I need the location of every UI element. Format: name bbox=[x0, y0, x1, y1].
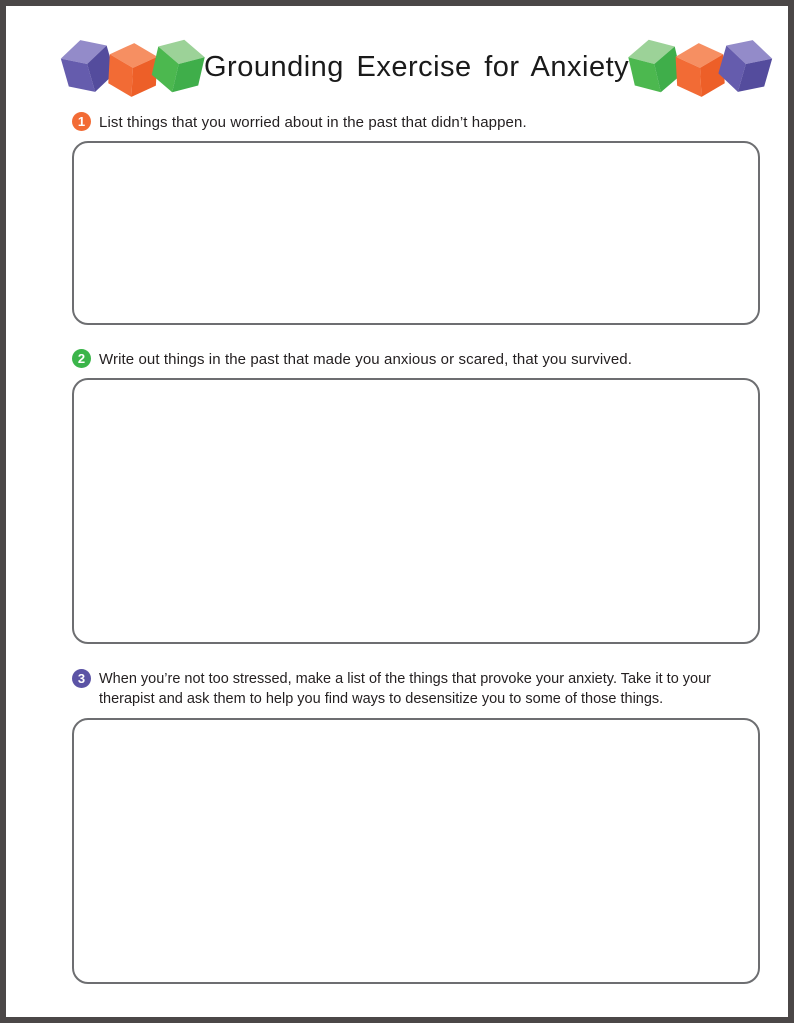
header bbox=[62, 34, 770, 100]
answer-box-2[interactable] bbox=[72, 378, 760, 644]
prompt-1-text: List things that you worried about in the past that didn’t happen. bbox=[99, 114, 527, 131]
section-1 bbox=[72, 112, 760, 325]
prompt-3-number: 3 bbox=[77, 671, 86, 686]
cube-green-icon bbox=[146, 33, 210, 101]
prompt-2 bbox=[72, 349, 760, 369]
right-cubes bbox=[629, 38, 771, 96]
page-title: Grounding Exercise for Anxiety bbox=[204, 50, 630, 83]
prompt-1-number: 1 bbox=[77, 114, 86, 129]
section-2 bbox=[72, 349, 760, 644]
section-3 bbox=[72, 669, 760, 984]
prompt-3-text: When you’re not too stressed, make a list of the things that provoke your anxiety. Take it to your therapist and ask them to help you find ways to desensitize you to some of those things. bbox=[99, 671, 712, 707]
prompt-3 bbox=[72, 669, 760, 709]
prompt-1-number-badge bbox=[72, 112, 91, 131]
answer-box-1[interactable] bbox=[72, 141, 760, 325]
answer-box-3[interactable] bbox=[72, 718, 760, 984]
left-cubes bbox=[62, 38, 204, 96]
prompt-3-number-badge bbox=[72, 669, 91, 688]
prompt-1 bbox=[72, 112, 760, 132]
prompt-2-text: Write out things in the past that made you anxious or scared, that you survived. bbox=[99, 351, 633, 368]
prompt-2-number: 2 bbox=[77, 351, 86, 366]
prompt-2-number-badge bbox=[72, 349, 91, 368]
